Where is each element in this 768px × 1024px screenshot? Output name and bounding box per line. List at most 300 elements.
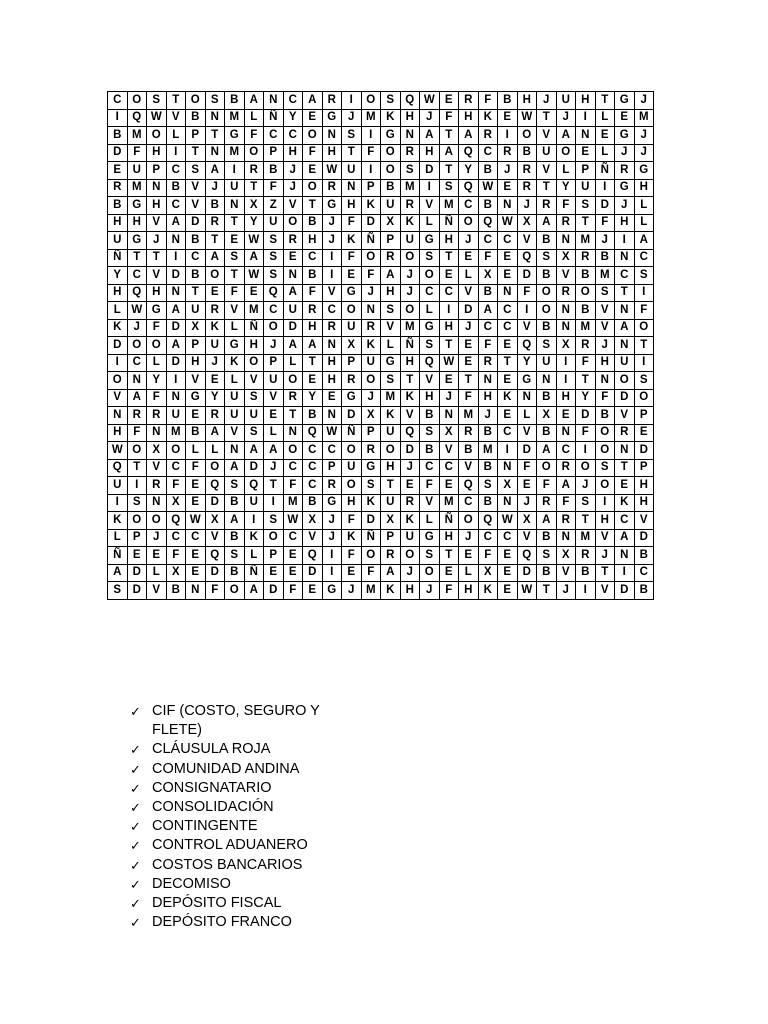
- grid-cell: M: [361, 109, 381, 127]
- grid-cell: F: [264, 179, 284, 197]
- grid-cell: V: [439, 442, 459, 460]
- grid-cell: E: [283, 249, 303, 267]
- grid-cell: H: [634, 494, 654, 512]
- grid-cell: Ñ: [439, 214, 459, 232]
- grid-cell: B: [225, 529, 245, 547]
- grid-cell: A: [634, 232, 654, 250]
- grid-cell: C: [186, 529, 206, 547]
- grid-cell: H: [459, 109, 479, 127]
- grid-cell: Q: [127, 284, 147, 302]
- grid-row: [108, 407, 654, 425]
- word-list-item: [128, 875, 368, 894]
- grid-cell: N: [166, 232, 186, 250]
- grid-cell: T: [439, 547, 459, 565]
- grid-cell: P: [381, 232, 401, 250]
- grid-cell: X: [556, 547, 576, 565]
- grid-cell: X: [381, 214, 401, 232]
- word-list-label: COMUNIDAD ANDINA: [152, 760, 300, 777]
- grid-cell: V: [420, 372, 440, 390]
- grid-cell: I: [615, 232, 635, 250]
- grid-cell: O: [205, 459, 225, 477]
- grid-cell: U: [537, 144, 557, 162]
- grid-cell: P: [361, 424, 381, 442]
- grid-cell: W: [517, 582, 537, 600]
- grid-cell: T: [225, 214, 245, 232]
- grid-cell: G: [420, 529, 440, 547]
- grid-cell: H: [634, 477, 654, 495]
- grid-cell: K: [478, 109, 498, 127]
- grid-cell: R: [381, 547, 401, 565]
- grid-cell: B: [537, 564, 557, 582]
- grid-cell: M: [634, 109, 654, 127]
- grid-cell: F: [517, 284, 537, 302]
- grid-cell: T: [576, 512, 596, 530]
- checkmark-icon: ✓: [130, 876, 141, 892]
- grid-row: [108, 284, 654, 302]
- grid-cell: F: [283, 582, 303, 600]
- grid-cell: L: [420, 302, 440, 320]
- grid-cell: T: [166, 92, 186, 110]
- grid-cell: A: [244, 582, 264, 600]
- grid-cell: I: [166, 249, 186, 267]
- grid-cell: A: [244, 442, 264, 460]
- grid-cell: I: [127, 477, 147, 495]
- grid-cell: S: [439, 179, 459, 197]
- grid-cell: S: [537, 249, 557, 267]
- grid-cell: C: [634, 249, 654, 267]
- grid-cell: S: [342, 127, 362, 145]
- grid-cell: B: [537, 389, 557, 407]
- grid-cell: U: [225, 389, 245, 407]
- grid-cell: R: [517, 162, 537, 180]
- grid-cell: B: [478, 459, 498, 477]
- grid-cell: K: [400, 512, 420, 530]
- grid-cell: S: [537, 337, 557, 355]
- grid-cell: Y: [459, 162, 479, 180]
- grid-cell: T: [439, 337, 459, 355]
- grid-cell: A: [303, 92, 323, 110]
- grid-cell: E: [303, 372, 323, 390]
- grid-cell: F: [283, 477, 303, 495]
- grid-cell: I: [615, 564, 635, 582]
- grid-cell: S: [400, 162, 420, 180]
- grid-cell: U: [244, 494, 264, 512]
- grid-cell: B: [303, 267, 323, 285]
- grid-cell: B: [498, 92, 518, 110]
- grid-cell: R: [342, 372, 362, 390]
- grid-cell: X: [205, 512, 225, 530]
- grid-cell: N: [517, 389, 537, 407]
- grid-cell: E: [439, 92, 459, 110]
- grid-cell: N: [108, 407, 128, 425]
- grid-cell: G: [634, 162, 654, 180]
- grid-cell: C: [439, 284, 459, 302]
- checkmark-icon: ✓: [130, 704, 141, 719]
- grid-cell: T: [634, 337, 654, 355]
- grid-cell: X: [517, 214, 537, 232]
- grid-cell: Ñ: [108, 547, 128, 565]
- grid-cell: F: [576, 354, 596, 372]
- grid-cell: J: [439, 389, 459, 407]
- grid-cell: H: [595, 512, 615, 530]
- grid-cell: N: [147, 424, 167, 442]
- grid-cell: Q: [459, 477, 479, 495]
- grid-cell: I: [108, 354, 128, 372]
- grid-cell: U: [556, 92, 576, 110]
- grid-cell: Q: [478, 512, 498, 530]
- grid-cell: S: [225, 477, 245, 495]
- grid-cell: W: [478, 179, 498, 197]
- grid-cell: H: [400, 109, 420, 127]
- grid-cell: T: [186, 284, 206, 302]
- grid-cell: N: [322, 127, 342, 145]
- grid-cell: D: [108, 337, 128, 355]
- grid-cell: S: [147, 92, 167, 110]
- grid-cell: K: [361, 337, 381, 355]
- grid-cell: O: [127, 512, 147, 530]
- grid-cell: D: [166, 267, 186, 285]
- grid-cell: I: [517, 302, 537, 320]
- grid-cell: C: [186, 249, 206, 267]
- grid-cell: V: [595, 319, 615, 337]
- grid-cell: B: [478, 284, 498, 302]
- grid-cell: M: [225, 144, 245, 162]
- grid-cell: O: [147, 512, 167, 530]
- grid-cell: K: [205, 319, 225, 337]
- grid-cell: F: [244, 127, 264, 145]
- grid-cell: O: [303, 127, 323, 145]
- grid-row: [108, 267, 654, 285]
- grid-cell: N: [322, 337, 342, 355]
- grid-cell: V: [147, 267, 167, 285]
- grid-cell: J: [342, 582, 362, 600]
- grid-cell: N: [283, 267, 303, 285]
- grid-cell: J: [634, 92, 654, 110]
- grid-cell: O: [264, 319, 284, 337]
- checkmark-icon: ✓: [130, 896, 141, 912]
- grid-cell: V: [303, 529, 323, 547]
- grid-cell: C: [420, 284, 440, 302]
- grid-row: [108, 354, 654, 372]
- grid-cell: P: [264, 354, 284, 372]
- grid-cell: L: [381, 337, 401, 355]
- grid-cell: D: [264, 582, 284, 600]
- grid-cell: E: [439, 267, 459, 285]
- grid-cell: Ñ: [264, 109, 284, 127]
- grid-cell: J: [576, 477, 596, 495]
- grid-cell: Q: [517, 547, 537, 565]
- grid-cell: A: [205, 249, 225, 267]
- word-list: [128, 702, 368, 932]
- grid-cell: J: [127, 319, 147, 337]
- grid-cell: P: [576, 162, 596, 180]
- grid-cell: N: [498, 197, 518, 215]
- grid-cell: G: [361, 459, 381, 477]
- grid-cell: P: [127, 529, 147, 547]
- grid-cell: C: [283, 127, 303, 145]
- grid-cell: U: [225, 179, 245, 197]
- grid-cell: R: [244, 162, 264, 180]
- grid-cell: B: [186, 232, 206, 250]
- grid-cell: F: [478, 249, 498, 267]
- grid-cell: B: [225, 92, 245, 110]
- grid-cell: E: [439, 372, 459, 390]
- grid-cell: I: [342, 92, 362, 110]
- grid-cell: C: [283, 529, 303, 547]
- grid-cell: R: [322, 477, 342, 495]
- grid-cell: B: [478, 424, 498, 442]
- grid-cell: F: [420, 477, 440, 495]
- grid-cell: S: [381, 302, 401, 320]
- grid-cell: J: [361, 389, 381, 407]
- grid-cell: O: [342, 442, 362, 460]
- word-list-item: [128, 913, 368, 932]
- grid-cell: J: [400, 267, 420, 285]
- grid-cell: C: [127, 354, 147, 372]
- grid-cell: A: [205, 424, 225, 442]
- grid-cell: B: [166, 582, 186, 600]
- grid-cell: N: [147, 494, 167, 512]
- grid-cell: E: [108, 162, 128, 180]
- grid-cell: B: [303, 407, 323, 425]
- grid-cell: O: [147, 127, 167, 145]
- grid-cell: C: [264, 302, 284, 320]
- grid-cell: B: [420, 407, 440, 425]
- word-list-item: [128, 702, 368, 740]
- grid-cell: E: [322, 389, 342, 407]
- grid-cell: U: [342, 319, 362, 337]
- grid-cell: U: [342, 459, 362, 477]
- grid-cell: X: [147, 442, 167, 460]
- grid-cell: U: [225, 407, 245, 425]
- grid-cell: S: [186, 162, 206, 180]
- grid-cell: R: [556, 512, 576, 530]
- grid-cell: D: [459, 302, 479, 320]
- grid-cell: B: [576, 564, 596, 582]
- grid-cell: X: [186, 319, 206, 337]
- grid-cell: E: [439, 477, 459, 495]
- grid-cell: A: [537, 512, 557, 530]
- grid-cell: O: [556, 144, 576, 162]
- grid-cell: F: [186, 459, 206, 477]
- grid-cell: B: [186, 424, 206, 442]
- grid-cell: U: [342, 162, 362, 180]
- grid-cell: T: [498, 354, 518, 372]
- grid-cell: U: [264, 214, 284, 232]
- grid-cell: A: [420, 127, 440, 145]
- grid-cell: F: [342, 512, 362, 530]
- grid-cell: L: [556, 162, 576, 180]
- grid-cell: O: [283, 214, 303, 232]
- grid-row: [108, 179, 654, 197]
- grid-cell: W: [498, 214, 518, 232]
- grid-cell: L: [634, 214, 654, 232]
- grid-cell: S: [576, 494, 596, 512]
- grid-cell: J: [537, 92, 557, 110]
- grid-cell: T: [303, 354, 323, 372]
- grid-cell: N: [264, 92, 284, 110]
- grid-cell: G: [420, 319, 440, 337]
- grid-cell: Q: [264, 284, 284, 302]
- grid-row: [108, 529, 654, 547]
- grid-cell: O: [400, 302, 420, 320]
- grid-row: [108, 337, 654, 355]
- grid-cell: C: [166, 162, 186, 180]
- grid-cell: B: [478, 494, 498, 512]
- grid-cell: U: [166, 407, 186, 425]
- grid-cell: O: [381, 144, 401, 162]
- grid-cell: O: [127, 442, 147, 460]
- grid-cell: N: [615, 249, 635, 267]
- grid-cell: K: [615, 494, 635, 512]
- grid-cell: J: [459, 319, 479, 337]
- grid-cell: C: [634, 564, 654, 582]
- grid-cell: M: [361, 582, 381, 600]
- grid-cell: Q: [108, 459, 128, 477]
- grid-cell: L: [147, 564, 167, 582]
- grid-cell: R: [615, 162, 635, 180]
- grid-cell: F: [361, 267, 381, 285]
- grid-cell: G: [322, 494, 342, 512]
- grid-cell: I: [322, 267, 342, 285]
- grid-cell: I: [576, 442, 596, 460]
- grid-cell: Q: [459, 144, 479, 162]
- grid-cell: R: [283, 232, 303, 250]
- grid-cell: M: [439, 494, 459, 512]
- grid-cell: C: [498, 424, 518, 442]
- grid-cell: Q: [303, 547, 323, 565]
- grid-cell: N: [537, 372, 557, 390]
- word-list-item: [128, 817, 368, 836]
- grid-cell: J: [264, 337, 284, 355]
- grid-cell: I: [166, 372, 186, 390]
- grid-cell: C: [498, 319, 518, 337]
- grid-cell: S: [244, 424, 264, 442]
- word-list-label: CLÁUSULA ROJA: [152, 741, 271, 758]
- grid-cell: D: [342, 407, 362, 425]
- grid-cell: O: [127, 337, 147, 355]
- grid-cell: V: [517, 319, 537, 337]
- grid-cell: J: [459, 529, 479, 547]
- grid-cell: M: [400, 179, 420, 197]
- grid-cell: U: [361, 354, 381, 372]
- grid-cell: V: [595, 529, 615, 547]
- grid-cell: F: [517, 459, 537, 477]
- grid-cell: N: [498, 494, 518, 512]
- grid-cell: J: [595, 547, 615, 565]
- grid-cell: B: [108, 197, 128, 215]
- grid-cell: O: [283, 442, 303, 460]
- grid-cell: M: [244, 302, 264, 320]
- word-list-item: [128, 894, 368, 913]
- grid-cell: Q: [400, 92, 420, 110]
- grid-cell: R: [322, 319, 342, 337]
- grid-cell: N: [556, 424, 576, 442]
- grid-cell: H: [420, 389, 440, 407]
- grid-cell: A: [556, 477, 576, 495]
- grid-cell: S: [264, 249, 284, 267]
- grid-cell: H: [186, 354, 206, 372]
- grid-cell: I: [556, 372, 576, 390]
- grid-cell: S: [264, 232, 284, 250]
- grid-cell: E: [342, 564, 362, 582]
- grid-cell: M: [283, 494, 303, 512]
- grid-cell: B: [381, 179, 401, 197]
- grid-cell: D: [615, 389, 635, 407]
- grid-cell: C: [283, 92, 303, 110]
- grid-cell: G: [615, 127, 635, 145]
- grid-cell: L: [634, 197, 654, 215]
- grid-cell: D: [108, 144, 128, 162]
- grid-cell: A: [108, 564, 128, 582]
- grid-cell: D: [517, 442, 537, 460]
- grid-cell: T: [595, 92, 615, 110]
- grid-cell: E: [342, 267, 362, 285]
- grid-cell: C: [498, 302, 518, 320]
- grid-cell: S: [634, 267, 654, 285]
- grid-cell: F: [361, 144, 381, 162]
- grid-cell: V: [615, 407, 635, 425]
- word-list-item: [128, 740, 368, 759]
- grid-cell: N: [615, 337, 635, 355]
- grid-cell: H: [127, 214, 147, 232]
- grid-cell: Q: [205, 547, 225, 565]
- grid-cell: N: [576, 127, 596, 145]
- grid-cell: H: [322, 144, 342, 162]
- grid-cell: V: [595, 302, 615, 320]
- grid-cell: T: [303, 197, 323, 215]
- grid-cell: T: [186, 144, 206, 162]
- grid-cell: R: [205, 214, 225, 232]
- grid-cell: R: [147, 407, 167, 425]
- grid-cell: B: [537, 267, 557, 285]
- grid-cell: N: [225, 197, 245, 215]
- grid-cell: R: [576, 337, 596, 355]
- grid-cell: E: [186, 477, 206, 495]
- grid-cell: T: [244, 179, 264, 197]
- grid-cell: R: [459, 424, 479, 442]
- grid-cell: E: [498, 249, 518, 267]
- grid-cell: F: [147, 389, 167, 407]
- grid-cell: V: [108, 389, 128, 407]
- grid-cell: H: [108, 214, 128, 232]
- grid-cell: O: [361, 547, 381, 565]
- grid-cell: C: [127, 267, 147, 285]
- grid-row: [108, 477, 654, 495]
- grid-cell: K: [342, 232, 362, 250]
- grid-cell: V: [517, 529, 537, 547]
- grid-cell: W: [498, 512, 518, 530]
- grid-cell: Z: [264, 197, 284, 215]
- grid-cell: P: [264, 547, 284, 565]
- grid-cell: L: [166, 127, 186, 145]
- grid-cell: F: [166, 547, 186, 565]
- grid-cell: S: [264, 512, 284, 530]
- grid-cell: E: [556, 407, 576, 425]
- grid-cell: L: [595, 144, 615, 162]
- grid-cell: V: [205, 529, 225, 547]
- grid-cell: O: [303, 179, 323, 197]
- grid-cell: R: [322, 179, 342, 197]
- grid-cell: O: [381, 442, 401, 460]
- grid-cell: T: [439, 162, 459, 180]
- grid-cell: J: [517, 494, 537, 512]
- grid-cell: K: [108, 319, 128, 337]
- grid-cell: T: [127, 249, 147, 267]
- grid-cell: J: [420, 109, 440, 127]
- grid-cell: I: [225, 162, 245, 180]
- grid-cell: L: [459, 564, 479, 582]
